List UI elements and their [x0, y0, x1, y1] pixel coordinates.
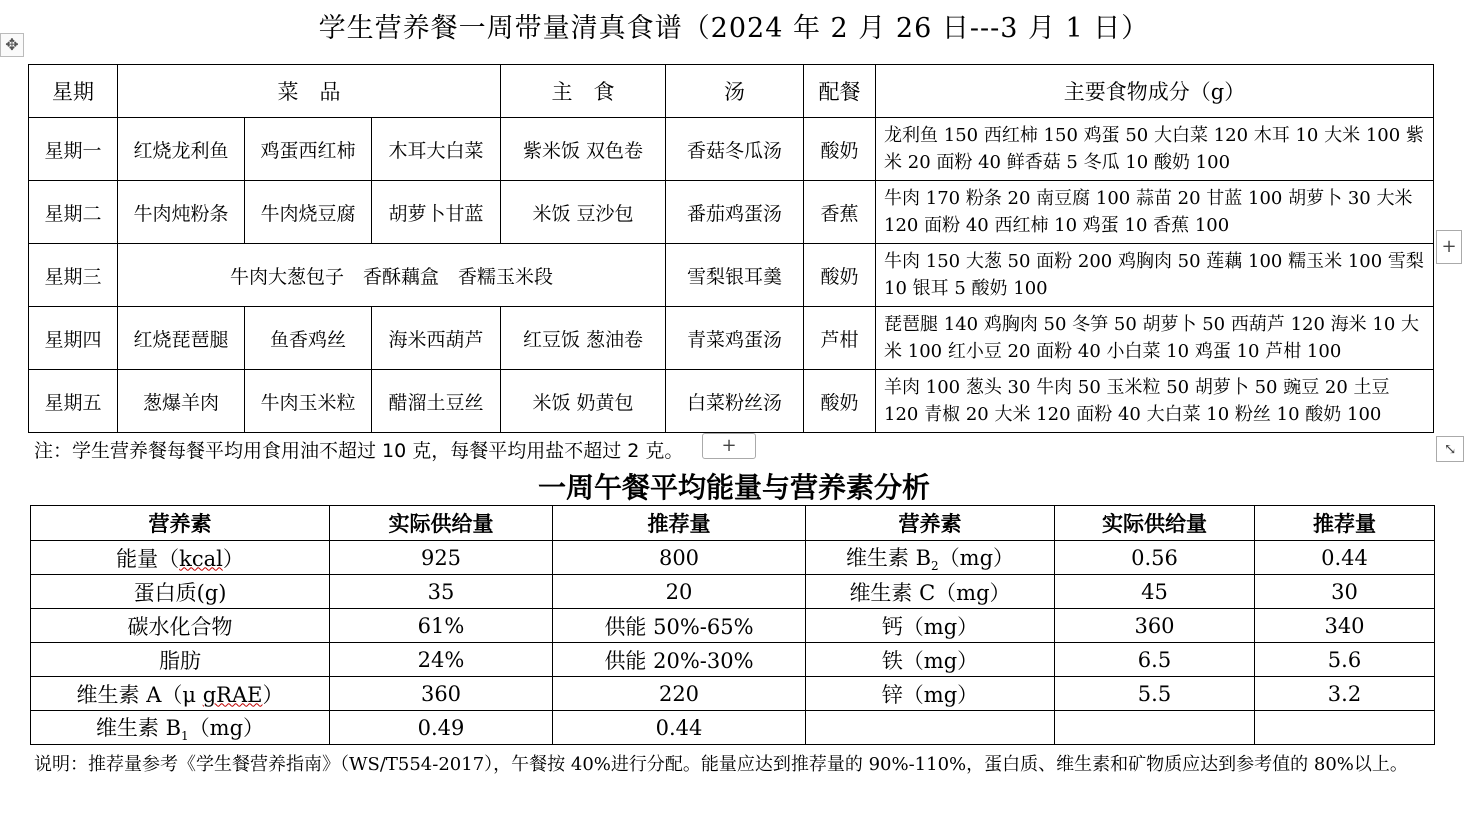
nutrition-row [31, 677, 1435, 711]
nutrient-name: 维生素 $B_2(mg)$ [806, 541, 1055, 575]
recommended-value: 0.44 [553, 711, 806, 745]
menu-row-tuesday [29, 181, 1434, 244]
weekday-cell: 星期四 [29, 307, 118, 370]
recommended-value: 供能 50%-65% [553, 609, 806, 643]
recommended-value: 5.6 [1255, 643, 1435, 677]
actual-value: 6.5 [1055, 643, 1255, 677]
dish-cell: 牛肉烧豆腐 [245, 181, 372, 244]
actual-value: 360 [1055, 609, 1255, 643]
header-weekday: 星期 [29, 65, 118, 118]
recommended-value: 3.2 [1255, 677, 1435, 711]
dish-cell-merged: 牛肉大葱包子 香酥藕盒 香糯玉米段 [118, 244, 666, 307]
weekly-menu-table [28, 64, 1434, 433]
header-recommended: 推荐量 [553, 506, 806, 541]
nutrient-name: 维生素 C（mg） [806, 575, 1055, 609]
staple-cell: 米饭 豆沙包 [501, 181, 666, 244]
dish-cell: 鸡蛋西红柿 [245, 118, 372, 181]
ingredients-cell: 羊肉 100 葱头 30 牛肉 50 玉米粒 50 胡萝卜 50 豌豆 20 土豆 120 青椒 20 大米 120 面粉 40 大白菜 10 粉丝 10 酸奶 100 [876, 370, 1434, 433]
recommended-value: 供能 20%-30% [553, 643, 806, 677]
dish-cell: 海米西葫芦 [372, 307, 501, 370]
weekday-cell: 星期二 [29, 181, 118, 244]
page-title: 学生营养餐一周带量清真食谱（2024 年 2 月 26 日---3 月 1 日） [318, 13, 1150, 44]
recommended-value: 30 [1255, 575, 1435, 609]
nutrient-name [806, 711, 1055, 745]
nutrient-name: 蛋白质(g) [31, 575, 330, 609]
soup-cell: 雪梨银耳羹 [666, 244, 804, 307]
explanation-text: 说明：推荐量参考《学生餐营养指南》（WS/T554-2017），午餐按 40%进行分配。能量应达到推荐量的 90%-110%，蛋白质、维生素和矿物质应达到参考值的 80%以上。 [34, 754, 1408, 775]
ingredients-cell: 牛肉 150 大葱 50 面粉 200 鸡胸肉 50 莲藕 100 糯玉米 100 雪梨 10 银耳 5 酸奶 100 [876, 244, 1434, 307]
actual-value: 24% [330, 643, 553, 677]
add-column-icon[interactable]: + [1436, 230, 1462, 264]
soup-cell: 青菜鸡蛋汤 [666, 307, 804, 370]
nutrient-name: 能量（kcal） [31, 541, 330, 575]
weekday-cell: 星期三 [29, 244, 118, 307]
weekday-cell: 星期一 [29, 118, 118, 181]
actual-value: 0.56 [1055, 541, 1255, 575]
side-cell: 酸奶 [804, 244, 876, 307]
soup-cell: 番茄鸡蛋汤 [666, 181, 804, 244]
soup-cell: 香菇冬瓜汤 [666, 118, 804, 181]
header-ingredients: 主要食物成分（g） [876, 65, 1434, 118]
actual-value [1055, 711, 1255, 745]
header-staple: 主 食 [501, 65, 666, 118]
nutrient-name: 铁（mg） [806, 643, 1055, 677]
dish-cell: 胡萝卜甘蓝 [372, 181, 501, 244]
nutrition-row [31, 541, 1435, 575]
header-dishes: 菜 品 [118, 65, 501, 118]
ingredients-cell: 琵琶腿 140 鸡胸肉 50 冬笋 50 胡萝卜 50 西葫芦 120 海米 10 大米 100 红小豆 20 面粉 40 小白菜 10 鸡蛋 10 芦柑 100 [876, 307, 1434, 370]
menu-row-wednesday [29, 244, 1434, 307]
actual-value: 925 [330, 541, 553, 575]
staple-cell: 红豆饭 葱油卷 [501, 307, 666, 370]
side-cell: 芦柑 [804, 307, 876, 370]
menu-row-monday [29, 118, 1434, 181]
header-actual: 实际供给量 [330, 506, 553, 541]
header-actual: 实际供给量 [1055, 506, 1255, 541]
dish-cell: 牛肉玉米粒 [245, 370, 372, 433]
actual-value: 360 [330, 677, 553, 711]
soup-cell: 白菜粉丝汤 [666, 370, 804, 433]
recommended-value: 220 [553, 677, 806, 711]
ingredients-cell: 龙利鱼 150 西红柿 150 鸡蛋 50 大白菜 120 木耳 10 大米 100 紫米 20 面粉 40 鲜香菇 5 冬瓜 10 酸奶 100 [876, 118, 1434, 181]
nutrition-row [31, 711, 1435, 745]
nutrient-name: 维生素 A（μ gRAE） [31, 677, 330, 711]
header-side: 配餐 [804, 65, 876, 118]
header-soup: 汤 [666, 65, 804, 118]
actual-value: 0.49 [330, 711, 553, 745]
nutrient-name: 锌（mg） [806, 677, 1055, 711]
actual-value: 35 [330, 575, 553, 609]
dish-cell: 红烧龙利鱼 [118, 118, 245, 181]
side-cell: 酸奶 [804, 118, 876, 181]
nutrition-title: 一周午餐平均能量与营养素分析 [537, 471, 930, 504]
dish-cell: 醋溜土豆丝 [372, 370, 501, 433]
dish-cell: 牛肉炖粉条 [118, 181, 245, 244]
menu-header-row [29, 65, 1434, 118]
move-icon[interactable]: ✥ [0, 33, 24, 57]
header-nutrient: 营养素 [31, 506, 330, 541]
recommended-value [1255, 711, 1435, 745]
recommended-value: 20 [553, 575, 806, 609]
nutrition-row [31, 609, 1435, 643]
actual-value: 5.5 [1055, 677, 1255, 711]
nutrient-name: 脂肪 [31, 643, 330, 677]
oil-salt-note: 注：学生营养餐每餐平均用食用油不超过 10 克，每餐平均用盐不超过 2 克。 [34, 440, 684, 462]
nutrition-row [31, 575, 1435, 609]
dish-cell: 鱼香鸡丝 [245, 307, 372, 370]
staple-cell: 米饭 奶黄包 [501, 370, 666, 433]
side-cell: 香蕉 [804, 181, 876, 244]
recommended-value: 340 [1255, 609, 1435, 643]
nutrient-name: 钙（mg） [806, 609, 1055, 643]
add-row-icon[interactable]: + [702, 433, 756, 459]
actual-value: 61% [330, 609, 553, 643]
header-nutrient: 营养素 [806, 506, 1055, 541]
nutrient-name: 碳水化合物 [31, 609, 330, 643]
menu-row-friday [29, 370, 1434, 433]
nutrition-row [31, 643, 1435, 677]
recommended-value: 0.44 [1255, 541, 1435, 575]
recommended-value: 800 [553, 541, 806, 575]
nutrition-table [30, 505, 1435, 745]
dish-cell: 红烧琵琶腿 [118, 307, 245, 370]
ingredients-cell: 牛肉 170 粉条 20 南豆腐 100 蒜苗 20 甘蓝 100 胡萝卜 30 大米 120 面粉 40 西红柿 10 鸡蛋 10 香蕉 100 [876, 181, 1434, 244]
actual-value: 45 [1055, 575, 1255, 609]
nutrient-name: 维生素 $B_1(mg)$ [31, 711, 330, 745]
dish-cell: 木耳大白菜 [372, 118, 501, 181]
resize-icon[interactable]: ⤡ [1436, 436, 1464, 462]
menu-row-thursday [29, 307, 1434, 370]
nutrition-header-row [31, 506, 1435, 541]
staple-cell: 紫米饭 双色卷 [501, 118, 666, 181]
side-cell: 酸奶 [804, 370, 876, 433]
dish-cell: 葱爆羊肉 [118, 370, 245, 433]
header-recommended: 推荐量 [1255, 506, 1435, 541]
weekday-cell: 星期五 [29, 370, 118, 433]
